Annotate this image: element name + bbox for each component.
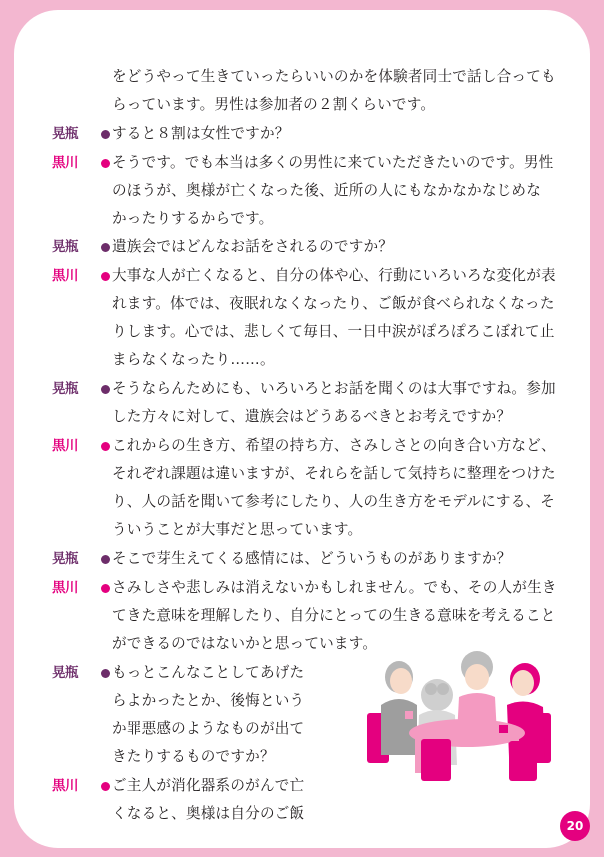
speaker-tag-respondent: 黒川 bbox=[52, 580, 78, 596]
speaker-bullet-icon bbox=[101, 584, 110, 593]
text-line: きたりするものですか？ bbox=[112, 748, 275, 765]
text-line: ういうことが大事だと思っています。 bbox=[112, 521, 363, 538]
group-conversation-illustration bbox=[359, 645, 559, 785]
text-line: 遺族会ではどんなお話をされるのですか？ bbox=[112, 238, 394, 255]
text-line: れます。体では、夜眠れなくなったり、ご飯が食べられなくなった bbox=[112, 295, 555, 312]
speaker-tag-respondent: 黒川 bbox=[52, 268, 78, 284]
text-line: まらなくなったり……。 bbox=[112, 351, 275, 368]
speaker-bullet-icon bbox=[101, 243, 110, 252]
text-line: これからの生き方、希望の持ち方、さみしさとの向き合い方など、 bbox=[112, 437, 556, 454]
text-line: ご主人が消化器系のがんで亡 bbox=[112, 777, 305, 794]
speaker-bullet-icon bbox=[101, 782, 110, 791]
page-number-badge: 20 bbox=[560, 811, 590, 841]
text-line: のほうが、奥様が亡くなった後、近所の人にもなかなかなじめな bbox=[112, 182, 542, 199]
text-line: をどうやって生きていったらいいのかを体験者同士で話し合っても bbox=[112, 68, 556, 85]
speaker-tag-respondent: 黒川 bbox=[52, 155, 78, 171]
speaker-bullet-icon bbox=[101, 159, 110, 168]
text-line: り、人の話を聞いて参考にしたり、人の生き方をモデルにする、そ bbox=[112, 493, 556, 510]
speaker-tag-interviewer: 晃瓶 bbox=[52, 126, 78, 142]
text-line: らっています。男性は参加者の２割くらいです。 bbox=[112, 96, 436, 113]
speaker-bullet-icon bbox=[101, 130, 110, 139]
speaker-bullet-icon bbox=[101, 385, 110, 394]
speaker-tag-interviewer: 晃瓶 bbox=[52, 381, 78, 397]
speaker-bullet-icon bbox=[101, 555, 110, 564]
text-line: ができるのではないかと思っています。 bbox=[112, 635, 378, 652]
text-line: 大事な人が亡くなると、自分の体や心、行動にいろいろな変化が表 bbox=[112, 267, 556, 284]
speaker-bullet-icon bbox=[101, 669, 110, 678]
speaker-tag-respondent: 黒川 bbox=[52, 438, 78, 454]
text-line: そうならんためにも、いろいろとお話を聞くのは大事ですね。参加 bbox=[112, 380, 556, 397]
text-line: そうです。でも本当は多くの男性に来ていただきたいのです。男性 bbox=[112, 154, 554, 171]
text-line: てきた意味を理解したり、自分にとっての生きる意味を考えること bbox=[112, 607, 556, 624]
text-line: もっとこんなことしてあげた bbox=[112, 664, 305, 681]
text-line: かったりするからです。 bbox=[112, 210, 274, 227]
text-line: らよかったとか、後悔という bbox=[112, 692, 305, 709]
speaker-bullet-icon bbox=[101, 442, 110, 451]
text-line: した方々に対して、遺族会はどうあるべきとお考えですか？ bbox=[112, 408, 512, 425]
text-line: くなると、奥様は自分のご飯 bbox=[112, 805, 305, 822]
speaker-tag-interviewer: 晃瓶 bbox=[52, 551, 78, 567]
text-line: さみしさや悲しみは消えないかもしれません。でも、その人が生き bbox=[112, 579, 557, 596]
page-sheet bbox=[14, 10, 590, 848]
speaker-tag-interviewer: 晃瓶 bbox=[52, 239, 78, 255]
speaker-bullet-icon bbox=[101, 272, 110, 281]
text-line: それぞれ課題は違いますが、それらを話して気持ちに整理をつけた bbox=[112, 465, 556, 482]
text-line: すると８割は女性ですか？ bbox=[112, 125, 290, 142]
text-line: そこで芽生えてくる感情には、どういうものがありますか？ bbox=[112, 550, 512, 567]
speaker-tag-interviewer: 晃瓶 bbox=[52, 665, 78, 681]
text-line: りします。心では、悲しくて毎日、一日中涙がぽろぽろこぼれて止 bbox=[112, 323, 555, 340]
speaker-tag-respondent: 黒川 bbox=[52, 778, 78, 794]
text-line: か罪悪感のようなものが出て bbox=[112, 720, 305, 737]
